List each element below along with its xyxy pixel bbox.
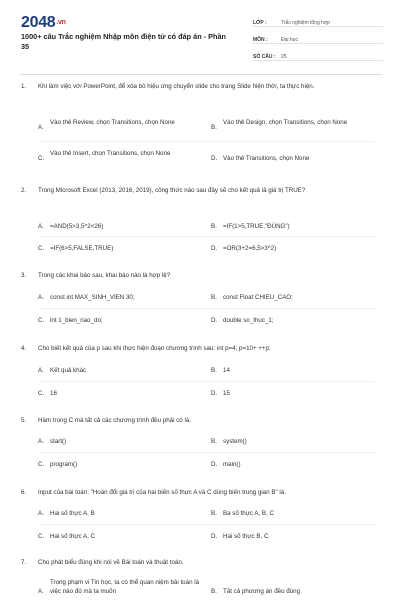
option-text: Vào thẻ Transitions, chọn None [223, 155, 310, 162]
document-header [0, 0, 400, 72]
option-letter: B. [211, 438, 217, 445]
option-text: Vào thẻ Insert, chọn Transitions, chọn None [50, 150, 171, 157]
meta-value: 25 [281, 54, 287, 60]
option-a[interactable] [38, 437, 66, 447]
question-number: 6. [21, 489, 27, 496]
option-text: main() [223, 461, 241, 468]
question-text [21, 415, 376, 426]
question-text [21, 185, 376, 196]
question-body: Hàm trong C mà tất cả các chương trình đều phải có là. [38, 417, 191, 424]
option-text: Trong phạm vi Tin học, ta có thể quan niệm bài toán là việc nào đó mà ta muốn [50, 579, 200, 595]
option-letter: B. [211, 223, 217, 230]
option-text: 15 [223, 390, 230, 397]
option-letter: A. [38, 510, 44, 517]
option-letter: D. [211, 390, 218, 397]
option-text: Ba số thực A, B, C [223, 510, 274, 517]
option-text: Hai số thực A, B [50, 510, 95, 517]
option-letter: B. [211, 294, 217, 301]
option-c[interactable] [38, 460, 77, 470]
option-text: Vào thẻ Review, chọn Transitions, chọn None [50, 119, 175, 126]
option-letter: D. [211, 245, 218, 252]
option-text: 14 [223, 367, 230, 374]
option-letter: D. [211, 317, 218, 324]
option-text: =IF(6>5,FALSE,TRUE) [50, 245, 114, 252]
option-divider [38, 236, 374, 237]
option-b[interactable] [211, 587, 300, 597]
option-text: =AND(5>3,5^2<26) [50, 223, 104, 230]
document-title: 1000+ câu Trắc nghiệm Nhập môn điện tử có đáp án - Phần 35 [21, 32, 226, 51]
option-text: program() [50, 461, 78, 468]
option-letter: C. [38, 155, 45, 162]
option-text: Vào thẻ Design, chọn Transitions, chọn None [223, 119, 348, 126]
option-text: const Float CHIEU_CAO; [223, 294, 293, 301]
option-b[interactable] [211, 222, 290, 232]
meta-row-subject [253, 32, 383, 44]
option-d[interactable] [211, 316, 274, 326]
question-body: Trong Microsoft Excel (2013, 2016, 2019), công thức nào sau đây sẽ cho kết quả là giá trị TRUE? [38, 187, 306, 194]
option-text: const int MAX_SINH_VIEN 30; [50, 294, 135, 301]
option-text: 16 [50, 390, 57, 397]
option-a[interactable] [38, 293, 135, 303]
option-a[interactable] [38, 509, 95, 519]
question-body: Input của bài toán: "Hoán đổi giá trị của hai biến số thực A và C dùng biến trung gian B" là. [38, 489, 286, 496]
question-number: 1. [21, 83, 27, 90]
option-d[interactable] [211, 389, 230, 399]
option-text: Hai số thực A, C [50, 533, 96, 540]
question-text [21, 81, 376, 92]
question-number: 3. [21, 272, 27, 279]
question-text [21, 557, 376, 568]
option-letter: C. [38, 390, 45, 397]
option-letter: C. [38, 317, 45, 324]
option-a[interactable] [38, 366, 86, 376]
option-text: Hai số thực B, C [223, 533, 269, 540]
meta-value: Trắc nghiệm tổng hợp [281, 20, 330, 26]
meta-row-count [253, 49, 383, 61]
question-number: 4. [21, 345, 27, 352]
option-b[interactable] [211, 509, 274, 519]
option-letter: A. [38, 588, 44, 595]
option-letter: A. [38, 367, 44, 374]
option-text: =OR(3+2=6,5>3^2) [223, 245, 277, 252]
meta-label: MÔN : [253, 37, 268, 43]
header-divider [20, 74, 382, 75]
option-d[interactable] [211, 460, 241, 470]
question-body: Khi làm việc với PowerPoint, để xóa bỏ hiệu ứng chuyển slide cho trang Slide hiện thời, ta thực hiện. [38, 83, 315, 90]
option-d[interactable] [211, 532, 268, 542]
meta-label: LỚP : [253, 20, 267, 26]
question-text [21, 343, 376, 354]
option-text: Tất cả phương án đều đúng [223, 588, 301, 595]
meta-value: Đại học [281, 37, 298, 43]
option-letter: D. [211, 155, 218, 162]
option-c[interactable] [38, 316, 103, 326]
site-logo[interactable] [21, 14, 66, 32]
option-c[interactable] [38, 244, 113, 254]
option-letter: A. [38, 124, 44, 131]
option-b[interactable] [211, 293, 293, 303]
option-divider [38, 381, 374, 382]
option-letter: C. [38, 461, 45, 468]
question-body: Cho biết kết quả của p sau khi thực hiện đoạn chương trình sau: int p=4; p=10+ ++p; [38, 345, 271, 352]
question-text [21, 270, 376, 281]
option-divider [38, 452, 374, 453]
option-d[interactable] [211, 244, 276, 254]
option-a[interactable] [38, 579, 208, 597]
option-letter: B. [211, 588, 217, 595]
option-c[interactable] [38, 149, 198, 164]
option-text: start() [50, 438, 67, 445]
option-divider [38, 308, 374, 309]
option-letter: A. [38, 223, 44, 230]
option-d[interactable] [211, 154, 376, 164]
option-letter: B. [211, 367, 217, 374]
question-body: Trong các khai báo sau, khai báo nào là hợp lệ? [38, 272, 171, 279]
option-text: =IF(1>5,TRUE,"ĐÚNG") [223, 223, 290, 230]
option-c[interactable] [38, 389, 57, 399]
option-b[interactable] [211, 437, 247, 447]
option-divider [38, 141, 374, 142]
option-text: system() [223, 438, 247, 445]
option-text: double so_thuc_1; [223, 317, 274, 324]
option-letter: D. [211, 533, 218, 540]
question-number: 5. [21, 417, 27, 424]
logo-domain: .vn [56, 19, 66, 26]
option-b[interactable] [211, 118, 371, 133]
question-text [21, 487, 376, 498]
option-letter: B. [211, 510, 217, 517]
option-letter: B. [211, 124, 217, 131]
option-letter: C. [38, 533, 45, 540]
meta-row-class [253, 15, 383, 27]
question-number: 2. [21, 187, 27, 194]
option-c[interactable] [38, 532, 95, 542]
option-text: Kết quả khác [50, 367, 87, 374]
question-body: Cho phát biểu đúng khi nói về Bài toán và thuật toán. [38, 559, 184, 566]
option-letter: A. [38, 294, 44, 301]
option-divider [38, 524, 374, 525]
option-letter: C. [38, 245, 45, 252]
option-letter: D. [211, 461, 218, 468]
meta-label: SỐ CÂU : [253, 54, 276, 60]
question-number: 7. [21, 559, 27, 566]
option-a[interactable] [38, 222, 103, 232]
logo-text: 2048 [21, 14, 56, 31]
option-letter: A. [38, 438, 44, 445]
meta-info [253, 15, 383, 66]
option-text: int 1_bien_nao_do; [50, 317, 103, 324]
option-b[interactable] [211, 366, 230, 376]
option-a[interactable] [38, 118, 198, 133]
